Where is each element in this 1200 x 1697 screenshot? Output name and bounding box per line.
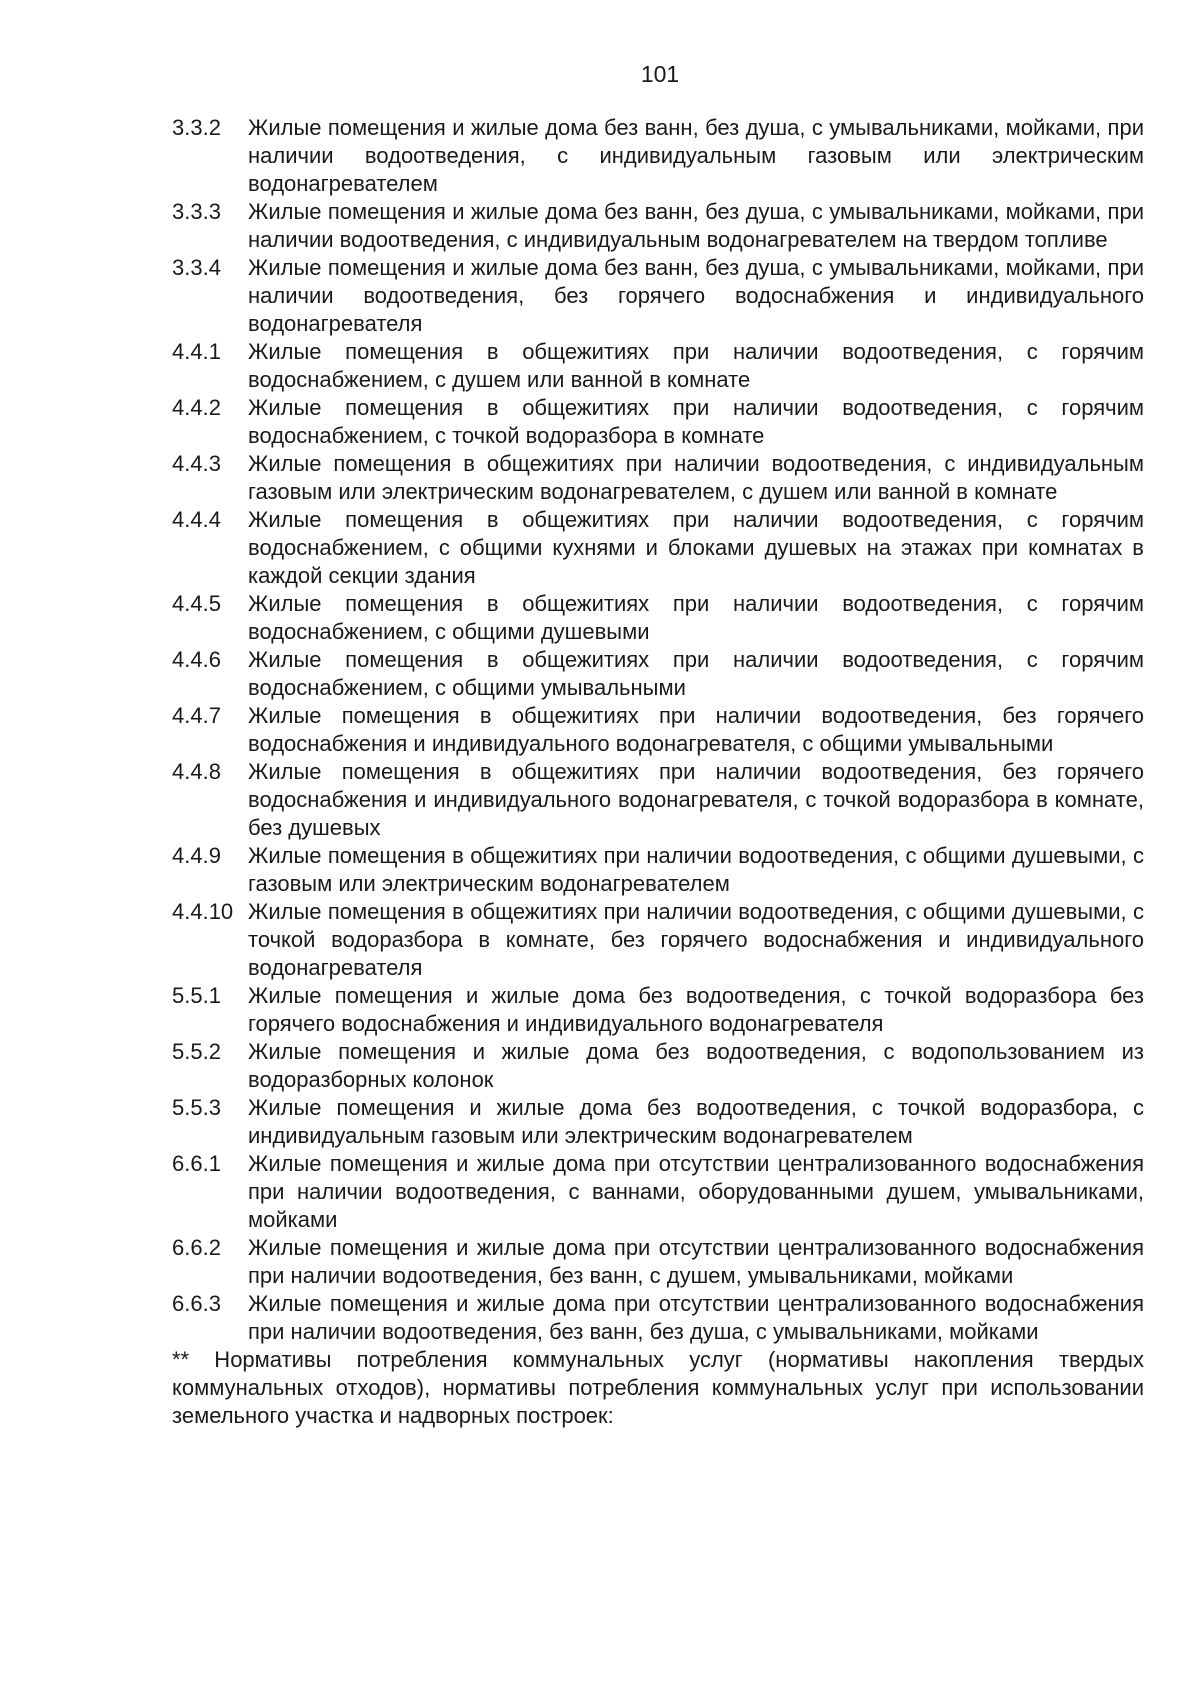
item-text: Жилые помещения и жилые дома без водоотведения, с водопользованием из водоразборных колонок	[248, 1039, 1144, 1092]
item-number: 3.3.4	[172, 255, 221, 280]
list-item	[172, 1234, 1144, 1290]
list-item	[172, 758, 1144, 842]
item-list	[172, 114, 1144, 1430]
list-item	[172, 338, 1144, 394]
list-item	[172, 646, 1144, 702]
list-item	[172, 394, 1144, 450]
item-text: Жилые помещения и жилые дома без водоотведения, с точкой водоразбора, с индивидуальным газовым или электрическим водонагревателем	[248, 1095, 1144, 1148]
footnote: ** Нормативы потребления коммунальных услуг (нормативы накопления твердых коммунальных отходов), нормативы потребления коммунальных услуг при использовании земельного участка и надворных построек:	[172, 1347, 1144, 1428]
item-number: 5.5.2	[172, 1039, 221, 1064]
page-number: 101	[640, 61, 680, 87]
item-text: Жилые помещения и жилые дома без водоотведения, с точкой водоразбора без горячего водоснабжения и индивидуального водонагревателя	[248, 983, 1144, 1036]
item-text: Жилые помещения в общежитиях при наличии водоотведения, с общими душевыми, с точкой водоразбора в комнате, без горячего водоснабжения и индивидуального водонагревателя	[248, 899, 1144, 980]
item-number: 5.5.1	[172, 983, 221, 1008]
item-text: Жилые помещения в общежитиях при наличии водоотведения, без горячего водоснабжения и индивидуального водонагревателя, с точкой водоразбора в комнате, без душевых	[248, 759, 1144, 840]
item-number: 3.3.3	[172, 199, 221, 224]
item-number: 4.4.3	[172, 451, 221, 476]
list-item	[172, 114, 1144, 198]
item-number: 4.4.9	[172, 843, 221, 868]
list-item	[172, 898, 1144, 982]
list-item	[172, 254, 1144, 338]
item-text: Жилые помещения в общежитиях при наличии водоотведения, с горячим водоснабжением, с общими кухнями и блоками душевых на этажах при комнатах в каждой секции здания	[248, 507, 1144, 588]
item-text: Жилые помещения в общежитиях при наличии водоотведения, с индивидуальным газовым или электрическим водонагревателем, с душем или ванной в комнате	[248, 451, 1144, 504]
list-item	[172, 198, 1144, 254]
item-number: 4.4.8	[172, 759, 221, 784]
item-text: Жилые помещения в общежитиях при наличии водоотведения, с общими душевыми, с газовым или электрическим водонагревателем	[248, 843, 1144, 896]
item-number: 4.4.10	[172, 899, 234, 924]
list-item	[172, 450, 1144, 506]
item-text: Жилые помещения и жилые дома при отсутствии централизованного водоснабжения при наличии водоотведения, с ваннами, оборудованными душем, умывальниками, мойками	[248, 1151, 1144, 1232]
list-item	[172, 842, 1144, 898]
item-number: 4.4.7	[172, 703, 221, 728]
item-number: 6.6.2	[172, 1235, 221, 1260]
item-text: Жилые помещения в общежитиях при наличии водоотведения, без горячего водоснабжения и индивидуального водонагревателя, с общими умывальными	[248, 703, 1144, 756]
item-number: 4.4.4	[172, 507, 221, 532]
item-number: 6.6.1	[172, 1151, 221, 1176]
list-item	[172, 1094, 1144, 1150]
item-text: Жилые помещения в общежитиях при наличии водоотведения, с горячим водоснабжением, с точкой водоразбора в комнате	[248, 395, 1144, 448]
list-item	[172, 1290, 1144, 1346]
item-text: Жилые помещения в общежитиях при наличии водоотведения, с горячим водоснабжением, с душем или ванной в комнате	[248, 339, 1144, 392]
list-item	[172, 506, 1144, 590]
list-item	[172, 590, 1144, 646]
list-item	[172, 702, 1144, 758]
item-text: Жилые помещения в общежитиях при наличии водоотведения, с горячим водоснабжением, с общими умывальными	[248, 647, 1144, 700]
item-number: 6.6.3	[172, 1291, 221, 1316]
list-item	[172, 1038, 1144, 1094]
item-text: Жилые помещения и жилые дома без ванн, без душа, с умывальниками, мойками, при наличии водоотведения, с индивидуальным водонагревателем на твердом топливе	[248, 199, 1144, 252]
item-text: Жилые помещения и жилые дома при отсутствии централизованного водоснабжения при наличии водоотведения, без ванн, с душем, умывальниками, мойками	[248, 1235, 1144, 1288]
item-number: 4.4.2	[172, 395, 221, 420]
list-item	[172, 1150, 1144, 1234]
item-text: Жилые помещения и жилые дома при отсутствии централизованного водоснабжения при наличии водоотведения, без ванн, без душа, с умывальниками, мойками	[248, 1291, 1144, 1344]
item-number: 4.4.1	[172, 339, 221, 364]
item-text: Жилые помещения в общежитиях при наличии водоотведения, с горячим водоснабжением, с общими душевыми	[248, 591, 1144, 644]
item-text: Жилые помещения и жилые дома без ванн, без душа, с умывальниками, мойками, при наличии водоотведения, без горячего водоснабжения и индивидуального водонагревателя	[248, 255, 1144, 336]
item-number: 5.5.3	[172, 1095, 221, 1120]
item-number: 4.4.6	[172, 647, 221, 672]
item-number: 3.3.2	[172, 115, 221, 140]
list-item	[172, 982, 1144, 1038]
item-number: 4.4.5	[172, 591, 221, 616]
item-text: Жилые помещения и жилые дома без ванн, без душа, с умывальниками, мойками, при наличии водоотведения, с индивидуальным газовым или электрическим водонагревателем	[248, 115, 1144, 196]
